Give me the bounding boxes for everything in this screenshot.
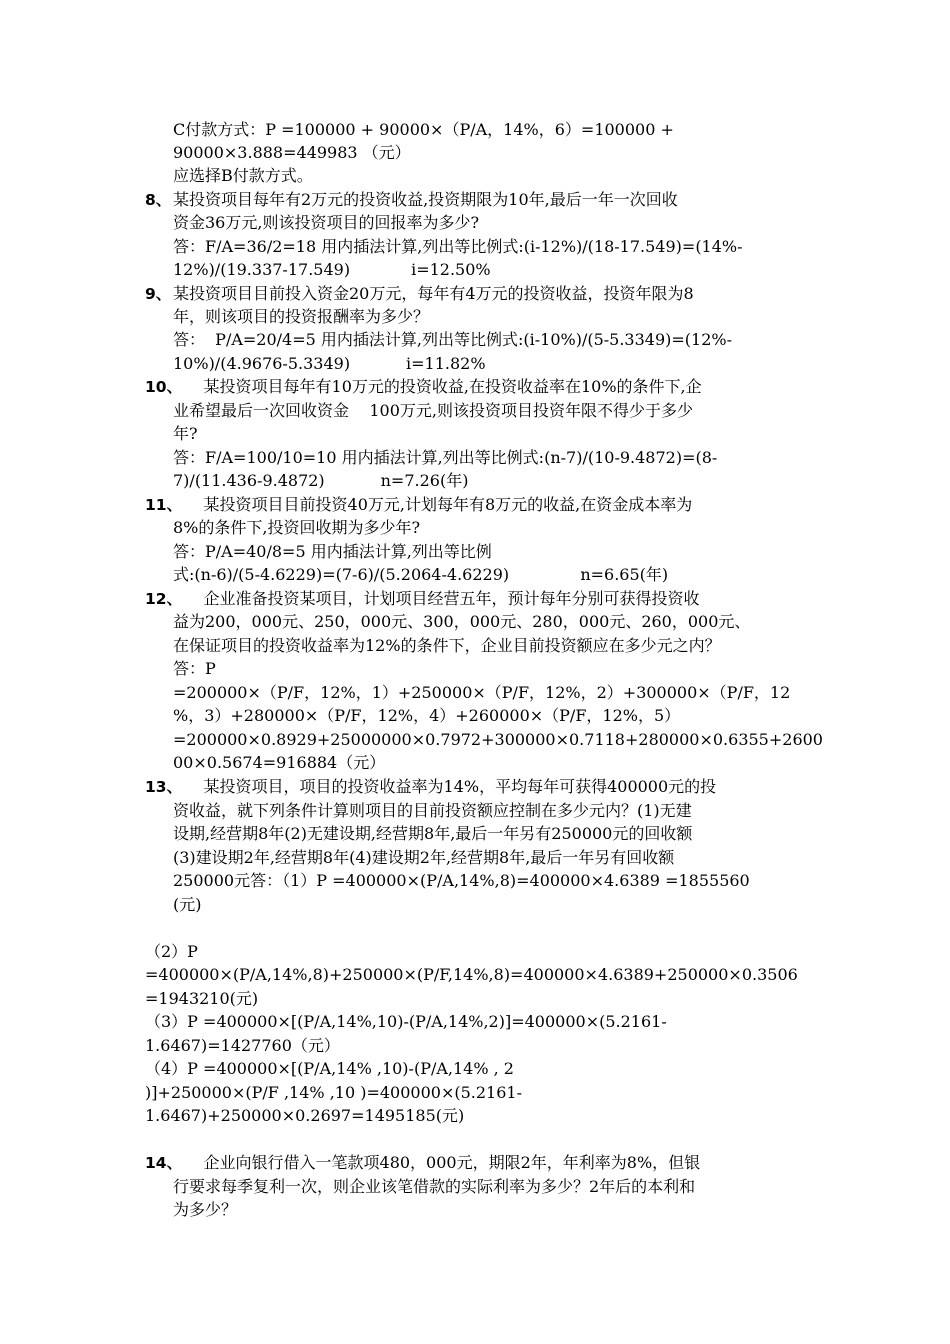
question-9-text-2: 年，则该项目的投资报酬率为多少？ [173, 307, 430, 326]
question-11-number: 11、 [145, 496, 183, 514]
question-10-text-3: 年? [173, 424, 198, 443]
question-10-text-2: 业希望最后一次回收资金 100万元,则该投资项目投资年限不得少于多少 [173, 401, 693, 420]
question-10-text-1: 某投资项目每年有10万元的投资收益,在投资收益率在10%的条件下,企 [173, 377, 702, 396]
question-8-text-1: 某投资项目每年有2万元的投资收益,投资期限为10年,最后一年一次回收 [173, 190, 678, 209]
question-8-answer-1: 答：F/A=36/2=18 用内插法计算,列出等比例式:(i-12%)/(18-17.549)=(14%- [173, 237, 743, 256]
question-8-number: 8、 [145, 191, 172, 209]
question-9-number: 9、 [145, 285, 172, 303]
question-11-answer-2: 式:(n-6)/(5-4.6229)=(7-6)/(5.2064-4.6229) n=6.65(年) [173, 565, 669, 584]
question-10-answer-2: 7)/(11.436-9.4872) n=7.26(年) [173, 471, 469, 490]
answer-2-line3: =1943210(元) [145, 989, 259, 1008]
question-12-answer-4: =200000×0.8929+25000000×0.7972+300000×0.7118+280000×0.6355+2600 [173, 730, 823, 749]
question-13-text-1: 某投资项目，项目的投资收益率为14%，平均每年可获得400000元的投 [173, 777, 717, 796]
question-12-text-2: 益为200，000元、250，000元、300，000元、280，000元、260，000元、 [173, 612, 751, 631]
question-10-number: 10、 [145, 378, 183, 396]
question-11-text-2: 8%的条件下,投资回收期为多少年? [173, 518, 421, 537]
question-14-number: 14、 [145, 1154, 183, 1172]
answer-2-line2: =400000×(P/A,14%,8)+250000×(P/F,14%,8)=400000×4.6389+250000×0.3506 [145, 965, 798, 984]
question-12-answer-1: 答：P [173, 659, 216, 678]
question-12-text-3: 在保证项目的投资收益率为12%的条件下，企业目前投资额应在多少元之内？ [173, 636, 721, 655]
question-14-text-1: 企业向银行借入一笔款项480，000元，期限2年，年利率为8%，但银 [173, 1153, 701, 1172]
question-13-text-2: 资收益，就下列条件计算则项目的目前投资额应控制在多少元内？(1)无建 [173, 801, 692, 820]
answer-4-line1: （4）P =400000×[(P/A,14% ,10)-(P/A,14% , 2 [145, 1059, 514, 1078]
payment-option-c-line1: C付款方式：P =100000 + 90000×（P/A，14%，6）=100000 + [173, 120, 674, 139]
answer-4-line2: )]+250000×(P/F ,14% ,10 )=400000×(5.2161- [145, 1083, 522, 1102]
question-9-answer-2: 10%)/(4.9676-5.3349) i=11.82% [173, 354, 486, 373]
question-14-text-3: 为多少？ [173, 1200, 238, 1219]
question-11-text-1: 某投资项目目前投资40万元,计划每年有8万元的收益,在资金成本率为 [173, 495, 693, 514]
conclusion-line: 应选择B付款方式。 [173, 166, 313, 185]
question-13-number: 13、 [145, 778, 183, 796]
question-12-number: 12、 [145, 590, 183, 608]
question-11-answer-1: 答：P/A=40/8=5 用内插法计算,列出等比例 [173, 542, 492, 561]
answer-2-line1: （2）P [145, 942, 198, 961]
question-12-text-1: 企业准备投资某项目，计划项目经营五年，预计每年分别可获得投资收 [173, 589, 700, 608]
question-8-answer-2: 12%)/(19.337-17.549) i=12.50% [173, 260, 491, 279]
answer-3-line2: 1.6467)=1427760（元） [145, 1036, 340, 1055]
answer-4-line3: 1.6467)+250000×0.2697=1495185(元) [145, 1106, 465, 1125]
answer-3-line1: （3）P =400000×[(P/A,14%,10)-(P/A,14%,2)]=400000×(5.2161- [145, 1012, 667, 1031]
question-12-answer-5: 00×0.5674=916884（元） [173, 753, 386, 772]
question-13-text-6: (元) [173, 895, 202, 914]
question-9-answer-1: 答： P/A=20/4=5 用内插法计算,列出等比例式:(i-10%)/(5-5.3349)=(12%- [173, 330, 733, 349]
question-12-answer-3: %，3）+280000×（P/F，12%，4）+260000×（P/F，12%，5） [173, 706, 681, 725]
question-13-text-3: 设期,经营期8年(2)无建设期,经营期8年,最后一年另有250000元的回收额 [173, 824, 693, 843]
question-9-text-1: 某投资项目目前投入资金20万元，每年有4万元的投资收益，投资年限为8 [173, 284, 694, 303]
question-10-answer-1: 答：F/A=100/10=10 用内插法计算,列出等比例式:(n-7)/(10-9.4872)=(8- [173, 448, 718, 467]
payment-option-c-line2: 90000×3.888=449983 （元） [173, 143, 411, 162]
question-14-text-2: 行要求每季复利一次，则企业该笔借款的实际利率为多少？2年后的本利和 [173, 1177, 696, 1196]
question-13-text-4: (3)建设期2年,经营期8年(4)建设期2年,经营期8年,最后一年另有回收额 [173, 848, 675, 867]
question-13-text-5: 250000元答：（1）P =400000×(P/A,14%,8)=400000×4.6389 =1855560 [173, 871, 750, 890]
question-8-text-2: 资金36万元,则该投资项目的回报率为多少? [173, 213, 480, 232]
question-12-answer-2: =200000×（P/F，12%，1）+250000×（P/F，12%，2）+300000×（P/F，12 [173, 683, 791, 702]
